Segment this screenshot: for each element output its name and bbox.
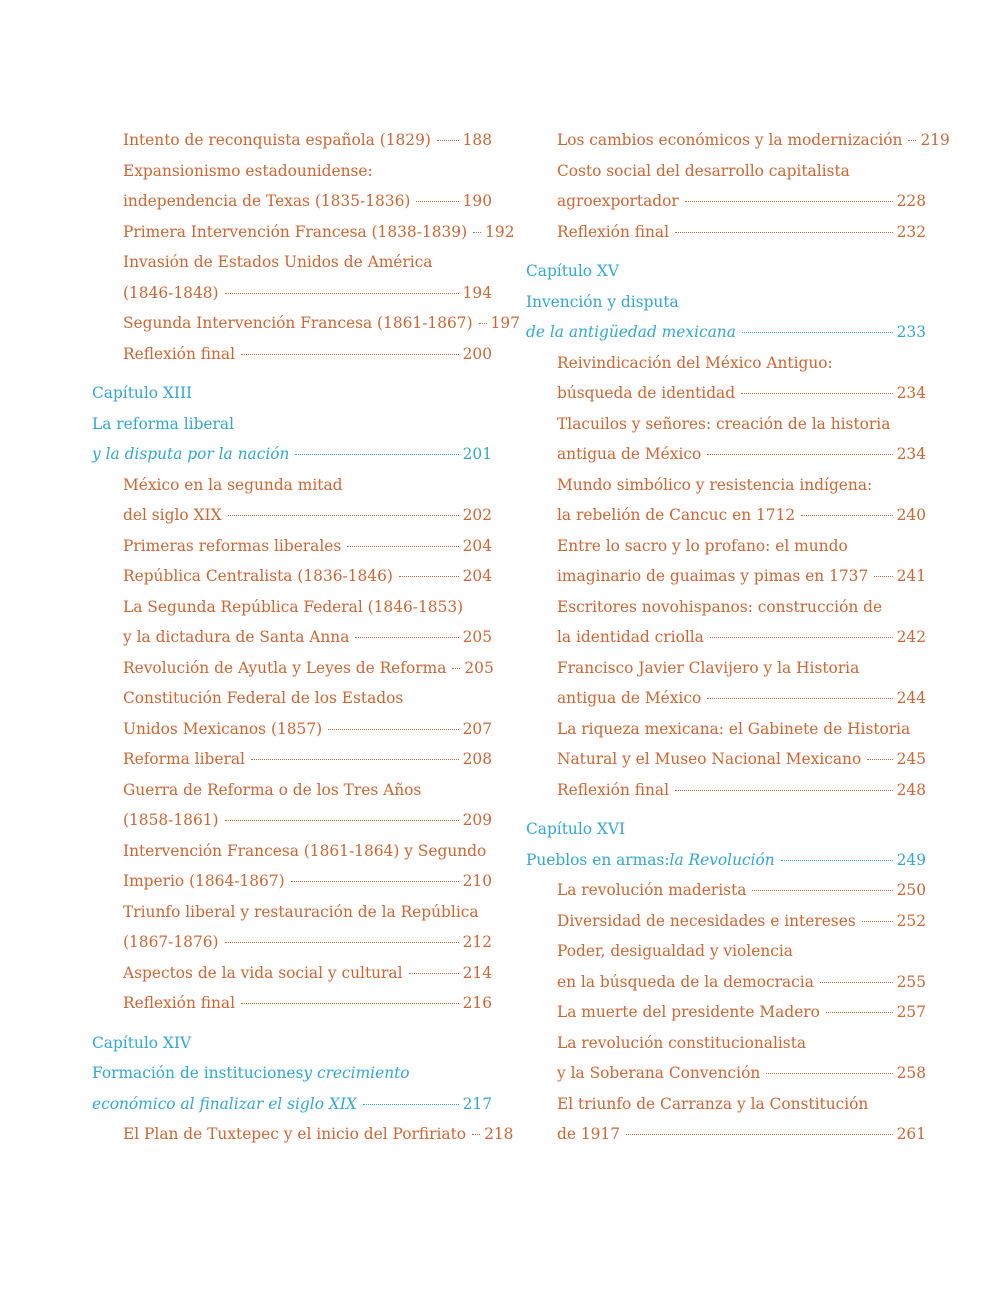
toc-entry[interactable] bbox=[92, 746, 492, 777]
page-number: 200 bbox=[462, 344, 492, 363]
dot-leader bbox=[291, 881, 459, 882]
toc-entry[interactable] bbox=[526, 502, 926, 533]
toc-entry[interactable] bbox=[92, 249, 492, 280]
toc-entry[interactable] bbox=[92, 624, 492, 655]
page-number: 257 bbox=[896, 1003, 926, 1021]
entry-title: Los cambios económicos y la modernización bbox=[557, 131, 903, 149]
toc-entry[interactable] bbox=[92, 899, 492, 930]
toc-entry[interactable] bbox=[92, 341, 492, 372]
page-number: 192 bbox=[485, 222, 515, 241]
entry-title: Primera Intervención Francesa (1838-1839) bbox=[123, 222, 468, 241]
toc-entry[interactable] bbox=[526, 655, 926, 686]
dot-leader bbox=[479, 323, 487, 324]
chapter-heading-line[interactable] bbox=[526, 816, 926, 847]
entry-title: Capítulo XIII bbox=[92, 384, 193, 402]
entry-title: Capítulo XV bbox=[526, 262, 619, 280]
toc-entry[interactable] bbox=[526, 563, 926, 594]
toc-entry[interactable] bbox=[526, 1030, 926, 1061]
entry-title: antigua de México bbox=[557, 689, 702, 707]
toc-entry[interactable] bbox=[526, 777, 926, 808]
chapter-heading-line[interactable] bbox=[526, 847, 926, 878]
entry-title: (1858-1861) bbox=[123, 811, 219, 829]
entry-title: Mundo simbólico y resistencia indígena: bbox=[557, 475, 873, 494]
dot-leader bbox=[707, 698, 892, 699]
page-number: 245 bbox=[896, 750, 926, 768]
dot-leader bbox=[908, 140, 916, 141]
toc-entry[interactable] bbox=[526, 624, 926, 655]
page-number: 234 bbox=[896, 384, 926, 402]
toc-entry[interactable] bbox=[92, 655, 492, 686]
page-number: 218 bbox=[484, 1125, 514, 1143]
dot-leader bbox=[225, 942, 459, 943]
page-number: 252 bbox=[896, 911, 926, 930]
page-number: 205 bbox=[464, 658, 494, 677]
toc-entry[interactable] bbox=[92, 533, 492, 564]
toc-entry[interactable] bbox=[92, 685, 492, 716]
dot-leader bbox=[801, 515, 892, 516]
toc-entry[interactable] bbox=[92, 594, 492, 625]
toc-entry[interactable] bbox=[526, 350, 926, 381]
entry-title: la rebelión de Cancuc en 1712 bbox=[557, 506, 796, 524]
dot-leader bbox=[225, 820, 459, 821]
entry-title: Pueblos en armas: bbox=[526, 850, 670, 869]
page-number: 197 bbox=[490, 314, 520, 332]
dot-leader bbox=[363, 1104, 459, 1105]
toc-entry[interactable] bbox=[92, 280, 492, 311]
page-number: 244 bbox=[896, 689, 926, 707]
dot-leader bbox=[472, 1134, 480, 1135]
entry-title: Reforma liberal bbox=[123, 750, 245, 768]
entry-title: (1867-1876) bbox=[123, 933, 219, 951]
entry-title: México en la segunda mitad bbox=[123, 475, 343, 494]
toc-entry[interactable] bbox=[92, 960, 492, 991]
page-number: 214 bbox=[462, 963, 492, 982]
entry-title: Costo social del desarrollo capitalista bbox=[557, 161, 850, 180]
entry-title: Imperio (1864-1867) bbox=[123, 872, 285, 890]
toc-entry[interactable] bbox=[92, 472, 492, 503]
toc-entry[interactable] bbox=[526, 999, 926, 1030]
entry-title: Primeras reformas liberales bbox=[123, 536, 342, 555]
page-number: 190 bbox=[462, 192, 492, 210]
toc-entry[interactable] bbox=[526, 716, 926, 747]
entry-title: de 1917 bbox=[557, 1125, 621, 1143]
entry-title: Tlacuilos y señores: creación de la historia bbox=[557, 414, 891, 433]
dot-leader bbox=[741, 393, 893, 394]
toc-entry[interactable] bbox=[92, 777, 492, 808]
dot-leader bbox=[707, 454, 892, 455]
entry-title: Francisco Javier Clavijero y la Historia bbox=[557, 658, 860, 677]
toc-entry[interactable] bbox=[92, 219, 515, 250]
page-number: 202 bbox=[462, 506, 492, 524]
entry-title: y la dictadura de Santa Anna bbox=[123, 628, 350, 646]
toc-entry[interactable] bbox=[526, 380, 926, 411]
toc-entry[interactable] bbox=[92, 990, 492, 1021]
toc-entry[interactable] bbox=[526, 746, 926, 777]
toc-entry[interactable] bbox=[92, 188, 492, 219]
dot-leader bbox=[473, 232, 481, 233]
entry-title: Segunda Intervención Francesa (1861-1867) bbox=[123, 314, 473, 332]
entry-title: Intento de reconquista española (1829) bbox=[123, 131, 431, 149]
dot-leader bbox=[867, 759, 892, 760]
entry-title: antigua de México bbox=[557, 445, 702, 463]
toc-entry[interactable] bbox=[526, 908, 926, 939]
toc-entry[interactable] bbox=[92, 1121, 514, 1152]
dot-leader bbox=[862, 921, 893, 922]
entry-title: La revolución constitucionalista bbox=[557, 1033, 807, 1052]
entry-title: Reivindicación del México Antiguo: bbox=[557, 353, 833, 372]
toc-entry[interactable] bbox=[92, 127, 492, 158]
entry-title: Intervención Francesa (1861-1864) y Segundo bbox=[123, 841, 487, 860]
entry-title: Reflexión final bbox=[557, 780, 670, 799]
toc-entry[interactable] bbox=[92, 868, 492, 899]
entry-title: El Plan de Tuxtepec y el inicio del Porfiriato bbox=[123, 1125, 467, 1143]
dot-leader bbox=[710, 637, 893, 638]
page-number: 234 bbox=[896, 445, 926, 463]
chapter-heading-line[interactable] bbox=[92, 1091, 492, 1122]
dot-leader bbox=[225, 293, 459, 294]
entry-title: imaginario de guaimas y pimas en 1737 bbox=[557, 567, 869, 585]
chapter-heading-line[interactable] bbox=[92, 1030, 492, 1061]
dot-leader bbox=[228, 515, 459, 516]
dot-leader bbox=[437, 140, 459, 141]
entry-title: Revolución de Ayutla y Leyes de Reforma bbox=[123, 658, 447, 677]
toc-entry[interactable] bbox=[526, 938, 926, 969]
entry-title: económico al finalizar el siglo XIX bbox=[92, 1094, 357, 1113]
dot-leader bbox=[826, 1012, 893, 1013]
page-number: 205 bbox=[462, 628, 492, 646]
entry-title: La Segunda República Federal (1846-1853) bbox=[123, 597, 464, 616]
page-number: 194 bbox=[462, 283, 492, 302]
dot-leader bbox=[355, 637, 458, 638]
toc-entry[interactable] bbox=[526, 1091, 926, 1122]
toc-entry[interactable] bbox=[526, 969, 926, 1000]
dot-leader bbox=[742, 332, 893, 333]
toc-entry[interactable] bbox=[526, 594, 926, 625]
page-number: 208 bbox=[462, 750, 492, 768]
entry-title: Diversidad de necesidades e intereses bbox=[557, 911, 856, 930]
chapter-heading-line[interactable] bbox=[526, 289, 926, 320]
toc-entry[interactable] bbox=[92, 838, 492, 869]
entry-title: Reflexión final bbox=[557, 222, 670, 241]
page-number: 248 bbox=[896, 780, 926, 799]
page-number: 219 bbox=[920, 131, 950, 149]
toc-column-left bbox=[92, 127, 520, 1152]
dot-leader bbox=[675, 232, 893, 233]
entry-title: El triunfo de Carranza y la Constitución bbox=[557, 1094, 869, 1113]
entry-title: (1846-1848) bbox=[123, 283, 219, 302]
toc-entry[interactable] bbox=[92, 310, 520, 341]
dot-leader bbox=[685, 201, 893, 202]
toc-entry[interactable] bbox=[526, 877, 926, 908]
entry-title: y crecimiento bbox=[303, 1064, 410, 1082]
entry-title: Capítulo XIV bbox=[92, 1033, 192, 1052]
page-number: 204 bbox=[462, 567, 492, 585]
entry-title: Natural y el Museo Nacional Mexicano bbox=[557, 750, 862, 768]
toc-entry[interactable] bbox=[526, 1060, 926, 1091]
entry-title: República Centralista (1836-1846) bbox=[123, 567, 393, 585]
chapter-heading-line[interactable] bbox=[526, 258, 926, 289]
toc-entry[interactable] bbox=[526, 1121, 926, 1152]
toc-column-right bbox=[526, 127, 950, 1152]
entry-title: Guerra de Reforma o de los Tres Años bbox=[123, 780, 422, 799]
page-number: 209 bbox=[462, 811, 492, 829]
toc-entry[interactable] bbox=[92, 929, 492, 960]
toc-entry[interactable] bbox=[526, 127, 950, 158]
page-number: 261 bbox=[896, 1125, 926, 1143]
entry-title: Reflexión final bbox=[123, 344, 236, 363]
toc-entry[interactable] bbox=[526, 472, 926, 503]
entry-title: la identidad criolla bbox=[557, 628, 704, 646]
page-number: 250 bbox=[896, 881, 926, 899]
page-number: 258 bbox=[896, 1064, 926, 1082]
entry-title: Entre lo sacro y lo profano: el mundo bbox=[557, 536, 848, 555]
page-number: 212 bbox=[462, 933, 492, 951]
toc-entry[interactable] bbox=[92, 502, 492, 533]
chapter-heading-line[interactable] bbox=[92, 1060, 492, 1091]
page-number: 249 bbox=[896, 850, 926, 869]
dot-leader bbox=[766, 1073, 892, 1074]
entry-title: y la Soberana Convención bbox=[557, 1064, 761, 1082]
entry-title: Triunfo liberal y restauración de la República bbox=[123, 902, 479, 921]
entry-title: Capítulo XVI bbox=[526, 820, 626, 838]
page-number: 233 bbox=[896, 323, 926, 341]
entry-title: Formación de instituciones bbox=[92, 1064, 304, 1082]
entry-title: en la búsqueda de la democracia bbox=[557, 972, 814, 991]
toc-entry[interactable] bbox=[526, 441, 926, 472]
page-number: 217 bbox=[462, 1094, 492, 1113]
dot-leader bbox=[409, 973, 459, 974]
page-number: 232 bbox=[896, 222, 926, 241]
page-number: 242 bbox=[896, 628, 926, 646]
entry-title: La reforma liberal bbox=[92, 414, 234, 433]
page-number: 188 bbox=[462, 131, 492, 149]
page-number: 201 bbox=[462, 445, 492, 463]
entry-title: Poder, desigualdad y violencia bbox=[557, 942, 793, 960]
page-number: 240 bbox=[896, 506, 926, 524]
entry-title: Invasión de Estados Unidos de América bbox=[123, 253, 433, 271]
entry-title: Expansionismo estadounidense: bbox=[123, 161, 373, 180]
page-number: 207 bbox=[462, 719, 492, 738]
chapter-heading-line[interactable] bbox=[92, 441, 492, 472]
toc-entry[interactable] bbox=[92, 716, 492, 747]
dot-leader bbox=[820, 982, 893, 983]
dot-leader bbox=[251, 759, 459, 760]
dot-leader bbox=[752, 890, 892, 891]
entry-title: La riqueza mexicana: el Gabinete de Historia bbox=[557, 719, 911, 738]
dot-leader bbox=[626, 1134, 893, 1135]
entry-title: La revolución maderista bbox=[557, 881, 747, 899]
entry-title: y la disputa por la nación bbox=[92, 445, 290, 463]
dot-leader bbox=[781, 860, 893, 861]
entry-title: Reflexión final bbox=[123, 994, 236, 1012]
entry-title: de la antigüedad mexicana bbox=[526, 323, 736, 341]
dot-leader bbox=[416, 201, 458, 202]
page-number: 228 bbox=[896, 192, 926, 210]
dot-leader bbox=[241, 1003, 459, 1004]
dot-leader bbox=[675, 790, 893, 791]
entry-title: la Revolución bbox=[669, 850, 775, 869]
page-number: 216 bbox=[462, 994, 492, 1012]
toc-entry[interactable] bbox=[526, 685, 926, 716]
toc-entry[interactable] bbox=[92, 807, 492, 838]
entry-title: agroexportador bbox=[557, 192, 679, 210]
dot-leader bbox=[295, 454, 458, 455]
toc-entry[interactable] bbox=[526, 533, 926, 564]
entry-title: Unidos Mexicanos (1857) bbox=[123, 719, 323, 738]
entry-title: La muerte del presidente Madero bbox=[557, 1003, 820, 1021]
dot-leader bbox=[328, 729, 458, 730]
page-number: 204 bbox=[462, 536, 492, 555]
toc-entry[interactable] bbox=[92, 158, 492, 189]
entry-title: Aspectos de la vida social y cultural bbox=[123, 963, 403, 982]
dot-leader bbox=[347, 546, 458, 547]
entry-title: del siglo XIX bbox=[123, 506, 222, 524]
chapter-heading-line[interactable] bbox=[526, 319, 926, 350]
dot-leader bbox=[452, 668, 460, 669]
toc-entry[interactable] bbox=[526, 158, 926, 189]
entry-title: Invención y disputa bbox=[526, 292, 679, 311]
entry-title: Constitución Federal de los Estados bbox=[123, 689, 404, 707]
chapter-heading-line[interactable] bbox=[92, 380, 492, 411]
entry-title: Escritores novohispanos: construcción de bbox=[557, 597, 883, 616]
toc-entry[interactable] bbox=[526, 411, 926, 442]
toc-entry[interactable] bbox=[92, 563, 492, 594]
page-number: 241 bbox=[896, 567, 926, 585]
dot-leader bbox=[241, 354, 459, 355]
dot-leader bbox=[399, 576, 459, 577]
entry-title: búsqueda de identidad bbox=[557, 384, 736, 402]
toc-entry[interactable] bbox=[526, 219, 926, 250]
chapter-heading-line[interactable] bbox=[92, 411, 492, 442]
page-number: 255 bbox=[896, 972, 926, 991]
dot-leader bbox=[874, 576, 892, 577]
page-number: 210 bbox=[462, 872, 492, 890]
toc-entry[interactable] bbox=[526, 188, 926, 219]
entry-title: independencia de Texas (1835-1836) bbox=[123, 192, 411, 210]
